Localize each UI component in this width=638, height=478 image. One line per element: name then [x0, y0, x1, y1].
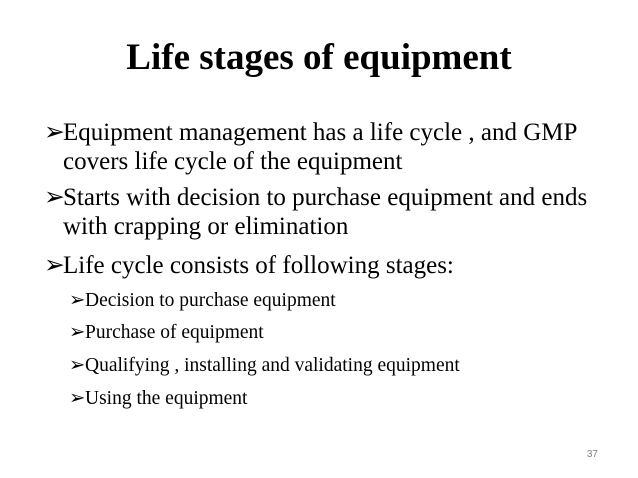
bullet-item: [44, 251, 624, 280]
arrow-bullet-icon: ➢: [44, 184, 65, 211]
sub-bullet-item: [69, 289, 609, 313]
arrow-bullet-icon: ➢: [69, 355, 86, 376]
page-number: 37: [586, 449, 598, 460]
sub-bullet-item: [69, 321, 609, 345]
bullet-text: Equipment management has a life cycle , and GMP covers life cycle of the equipment: [63, 119, 577, 175]
bullet-text: Starts with decision to purchase equipment and ends with crapping or elimination: [63, 184, 588, 240]
sub-bullet-item: [69, 387, 609, 411]
arrow-bullet-icon: ➢: [69, 290, 86, 311]
sub-bullet-text: Decision to purchase equipment: [85, 290, 336, 311]
bullet-item: [44, 118, 624, 176]
slide-title: Life stages of equipment: [126, 37, 512, 78]
arrow-bullet-icon: ➢: [44, 119, 65, 146]
arrow-bullet-icon: ➢: [69, 322, 86, 343]
sub-bullet-item: [69, 354, 609, 378]
sub-bullet-text: Qualifying , installing and validating equipment: [85, 355, 460, 376]
sub-bullet-text: Purchase of equipment: [85, 322, 264, 343]
sub-bullet-text: Using the equipment: [85, 388, 248, 409]
arrow-bullet-icon: ➢: [44, 252, 65, 279]
bullet-text: Life cycle consists of following stages:: [63, 252, 454, 279]
arrow-bullet-icon: ➢: [69, 388, 86, 409]
bullet-item: [44, 183, 624, 241]
